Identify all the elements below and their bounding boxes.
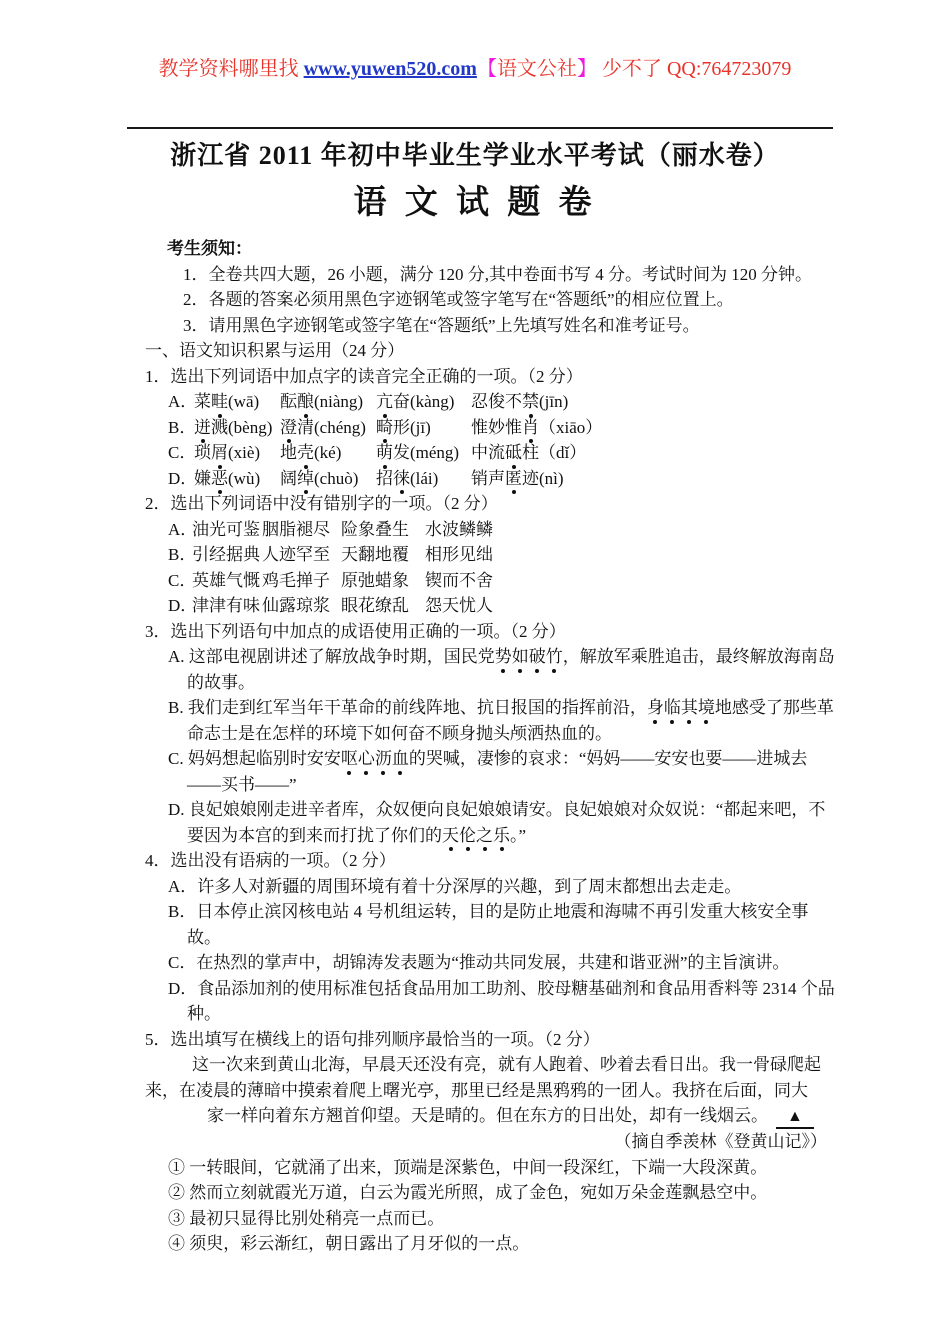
section-1-heading: 一、语文知识积累与运用（24 分）: [145, 341, 405, 360]
q2-option-c-label: C．: [168, 570, 197, 590]
q2-option-d-word-2: 仙露琼浆: [262, 596, 330, 615]
q1-option-a: [145, 389, 835, 415]
q2-option-d-word-1: 津津有味: [192, 596, 260, 615]
notice-item-2: 2．各题的答案必须用黑色字迹钢笔或签字笔写在“答题纸”的相应位置上。: [183, 290, 734, 309]
q2-option-b: [145, 542, 835, 568]
q4-option-b: [168, 899, 835, 950]
q1-option-d-label: D．: [168, 468, 198, 488]
q2-option-d: [145, 593, 835, 619]
q1-option-d: [145, 466, 835, 492]
q1-option-c-word-3: 萌发(méng): [376, 440, 471, 466]
q5-source-attribution: （摘自季羡林《登黄山记》）: [614, 1132, 827, 1151]
q2-option-c-word-1: 英雄气慨: [192, 570, 260, 590]
q3-option-d: [168, 797, 835, 848]
notice-item-1: 1．全卷共四大题，26 小题，满分 120 分,其中卷面书写 4 分。考试时间为 120 分钟。: [183, 264, 812, 284]
q1-option-b-word-4: 惟妙惟肖（xiāo）: [471, 415, 835, 441]
q4-option-d: [168, 976, 835, 1027]
q2-option-b-label: B．: [168, 545, 197, 564]
q4-option-b-label: B．: [168, 902, 197, 921]
promo-suffix-text: 少不了: [596, 58, 667, 80]
q3-option-d-text: 良妃娘娘刚走进辛者库，众奴便向良妃娘娘请安。良妃娘娘对众奴说：“都起来吧，不要因为本宫的到来而打扰了你们的天伦之乐。”: [187, 800, 825, 845]
q4-option-b-text: 日本停止滨冈核电站 4 号机组运转，目的是防止地震和海啸不再引发重大核安全事故。: [187, 902, 809, 947]
q2-stem: 2．选出下列词语中没有错别字的一项。（2 分）: [145, 494, 498, 513]
q3-option-c-label: C.: [168, 749, 188, 768]
q1-option-c-word-2: 地壳(ké): [280, 440, 376, 466]
q1-stem: 1．选出下列词语中加点字的读音完全正确的一项。（2 分）: [145, 366, 583, 386]
q4-option-a-text: 许多人对新疆的周围环境有着十分深厚的兴趣，到了周末都想出去走走。: [197, 876, 742, 896]
q5-passage-line-2: 来，在凌晨的薄暗中摸索着爬上曙光亭，那里已经是黑鸦鸦的一团人。我挤在后面，同大: [145, 1080, 808, 1100]
q4-option-a-label: A．: [168, 876, 198, 896]
q3-option-a-text: 这部电视剧讲述了解放战争时期，国民党势如破竹，解放军乘胜追击，最终解放海南岛的故事。: [187, 647, 835, 692]
q4-option-a: [168, 874, 835, 900]
q5-sentence-4: ④ 须臾，彩云渐红，朝日露出了月牙似的一点。: [168, 1234, 530, 1253]
q3-option-b: [168, 695, 835, 746]
q3-option-a-label: A.: [168, 647, 189, 666]
q1-option-a-word-3: 亢奋(kàng): [376, 389, 471, 415]
q1-option-d-word-4: 销声匿迹(nì): [471, 466, 835, 492]
q4-option-c-label: C．: [168, 953, 197, 972]
q4-option-c-text: 在热烈的掌声中，胡锦涛发表题为“推动共同发展，共建和谐亚洲”的主旨演讲。: [196, 953, 790, 972]
q2-option-a-word-2: 胭脂褪尽: [262, 519, 330, 539]
q1-option-b: [145, 415, 835, 441]
q1-option-a-word-4: 忍俊不禁(jīn): [471, 389, 835, 415]
q1-option-a-word-2: 酝酿(niàng): [280, 389, 376, 415]
promo-header: [0, 0, 950, 82]
q1-option-c-label: C．: [168, 443, 197, 462]
q3-stem: 3．选出下列语句中加点的成语使用正确的一项。（2 分）: [145, 621, 566, 641]
q2-option-a-word-3: 险象叠生: [341, 519, 409, 539]
promo-prefix-text: 教学资料哪里找: [158, 58, 304, 80]
q1-option-b-word-1: 迸溅(bèng): [194, 415, 280, 441]
q2-option-b-word-2: 人迹罕至: [262, 545, 330, 564]
q3-option-b-label: B.: [168, 698, 188, 717]
q2-option-d-word-4: 怨天忧人: [425, 596, 493, 615]
q5-passage-line-3-text: 家一样向着东方翘首仰望。天是晴的。但在东方的日出处，却有一线烟云。: [207, 1106, 768, 1125]
q1-option-d-word-1: 嫌恶(wù): [194, 466, 280, 492]
promo-community-text: 语文公社: [496, 58, 577, 80]
promo-bracket-open: 【: [476, 58, 497, 80]
q3-option-b-text: 我们走到红军当年干革命的前线阵地、抗日报国的指挥前沿，身临其境地感受了那些革命志士是在怎样的环境下如何奋不顾身抛头颅洒热血的。: [187, 698, 834, 743]
q2-option-d-label: D．: [168, 596, 198, 615]
q1-option-a-label: A．: [168, 392, 198, 411]
promo-qq-number: QQ:764723079: [666, 58, 792, 80]
q1-option-d-word-3: 招徕(lái): [376, 466, 471, 492]
q2-option-a: [145, 517, 835, 543]
q2-option-c-word-3: 原弛蜡象: [341, 570, 409, 590]
q1-option-d-word-2: 阔绰(chuò): [280, 466, 376, 492]
q1-option-b-word-3: 畸形(jī): [376, 415, 471, 441]
q1-option-a-word-1: 菜畦(wā): [194, 389, 280, 415]
q2-option-a-word-1: 油光可鉴: [192, 519, 260, 539]
q2-option-d-word-3: 眼花缭乱: [341, 596, 409, 615]
q2-option-b-word-3: 天翻地覆: [341, 545, 409, 564]
q5-blank-triangle-marker: ▲: [787, 1108, 803, 1125]
notice-heading: 考生须知：: [167, 239, 252, 258]
q3-option-c: [168, 746, 835, 797]
q1-option-b-word-2: 澄清(chéng): [280, 415, 376, 441]
q4-option-d-label: D．: [168, 978, 198, 998]
q1-option-c: [145, 440, 835, 466]
q2-option-a-word-4: 水波鳞鳞: [425, 519, 493, 539]
q4-option-d-text: 食品添加剂的使用标准包括食品用加工助剂、胶母糖基础剂和食品用香料等 2314 个品种。: [187, 978, 835, 1023]
q2-option-b-word-1: 引经据典: [192, 545, 260, 564]
q5-stem: 5．选出填写在横线上的语句排列顺序最恰当的一项。（2 分）: [145, 1029, 600, 1049]
q3-option-a: [168, 644, 835, 695]
q2-option-c: [145, 568, 835, 594]
q5-sentence-3: ③ 最初只显得比别处稍亮一点而已。: [168, 1208, 445, 1228]
q3-option-c-text: 妈妈想起临别时安安呕心沥血的哭喊，凄惨的哀求：“妈妈——安安也要——进城去——买书——”: [187, 749, 807, 794]
q1-option-b-label: B．: [168, 417, 197, 437]
q4-option-c: [168, 950, 835, 976]
q5-passage-line-3: [145, 1103, 835, 1129]
q5-sentence-1: ① 一转眼间，它就涌了出来，顶端是深紫色，中间一段深红，下端一大段深黄。: [168, 1157, 768, 1177]
q5-passage-line-1: 这一次来到黄山北海，早晨天还没有亮，就有人跑着、吵着去看日出。我一骨碌爬起: [192, 1055, 821, 1074]
q2-option-b-word-4: 相形见绌: [425, 545, 493, 564]
exam-body: [145, 236, 835, 1257]
q2-option-c-word-4: 锲而不舍: [425, 570, 493, 590]
q1-option-c-word-1: 琐屑(xiè): [194, 440, 280, 466]
q5-sentence-2: ② 然而立刻就霞光万道，白云为霞光所照，成了金色，宛如万朵金莲飘悬空中。: [168, 1183, 768, 1202]
exam-title: 浙江省 2011 年初中毕业生学业水平考试（丽水卷）: [170, 141, 780, 170]
q5-blank-underline: [776, 1107, 814, 1129]
promo-website-link[interactable]: www.yuwen520.com: [303, 58, 477, 80]
q3-option-d-label: D.: [168, 800, 189, 819]
notice-item-3: 3．请用黑色字迹钢笔或签字笔在“答题纸”上先填写姓名和准考证号。: [183, 315, 700, 335]
promo-bracket-close: 】: [576, 58, 597, 80]
q4-stem: 4．选出没有语病的一项。（2 分）: [145, 851, 396, 870]
q2-option-a-label: A．: [168, 519, 198, 539]
header-divider-line: [127, 127, 833, 129]
q2-option-c-word-2: 鸡毛掸子: [262, 570, 330, 590]
q1-option-c-word-4: 中流砥柱（dǐ）: [471, 440, 835, 466]
paper-subtitle: 语 文 试 题 卷: [353, 185, 597, 221]
